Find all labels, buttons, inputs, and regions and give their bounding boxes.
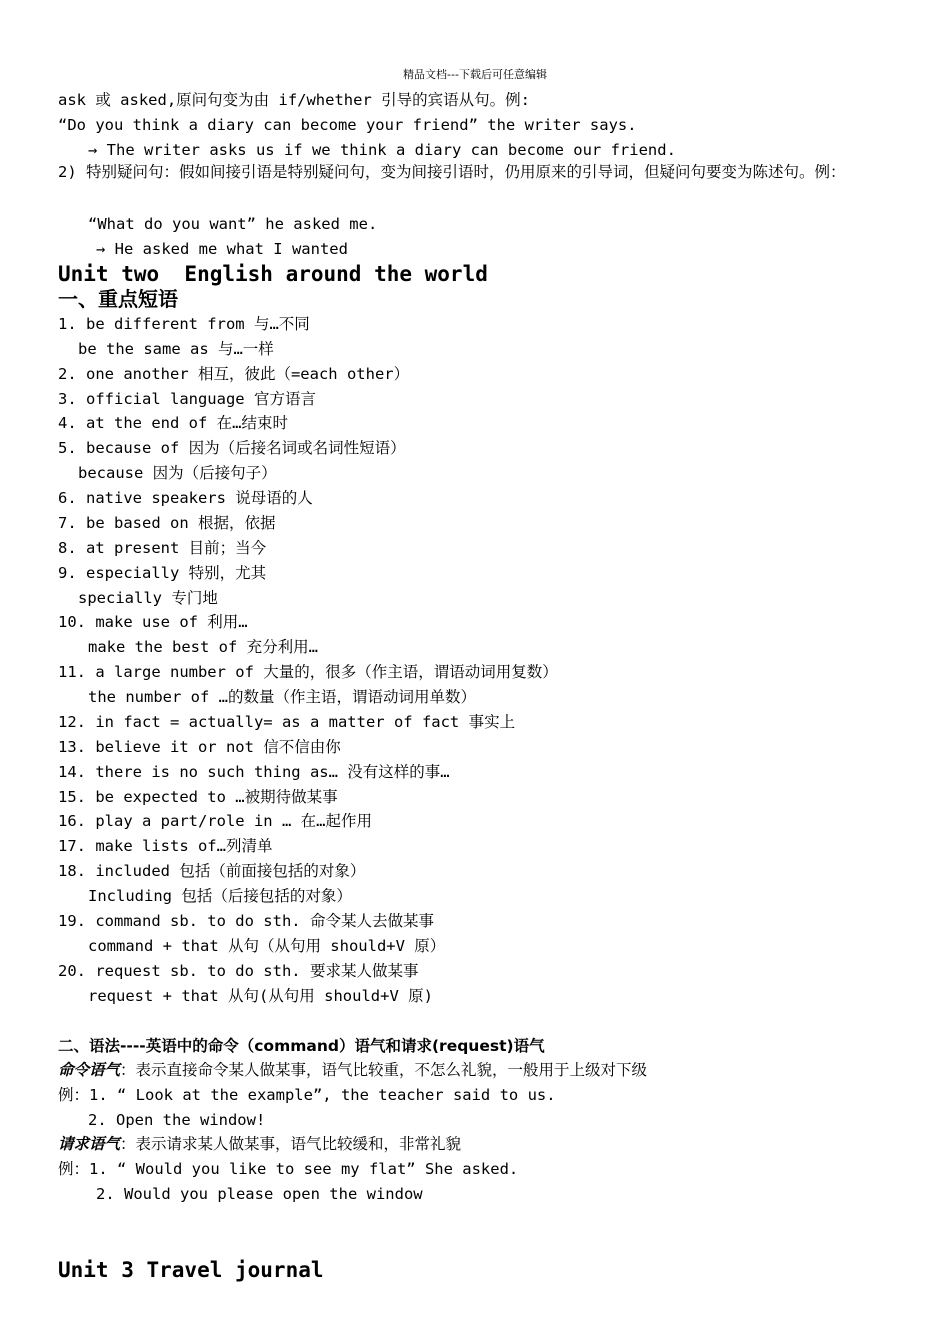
section-grammar-title: 二、语法----英语中的命令（command）语气和请求(request)语气 xyxy=(58,1037,545,1055)
phrase-item: 3. official language 官方语言 xyxy=(58,390,316,408)
command-mood-label: 命令语气 xyxy=(58,1061,121,1079)
request-mood-definition xyxy=(58,1134,461,1154)
phrase-item: 14. there is no such thing as… 没有这样的事… xyxy=(58,763,450,781)
phrase-item: 6. native speakers 说母语的人 xyxy=(58,489,313,507)
intro-special-question-rule: 2) 特别疑问句：假如间接引语是特别疑问句，变为间接引语时，仍用原来的引导词，但疑问句要变为陈述句。例： xyxy=(58,163,846,181)
phrase-item: 18. included 包括（前面接包括的对象） xyxy=(58,862,366,880)
phrase-item: 11. a large number of 大量的，很多（作主语，谓语动词用复数） xyxy=(58,663,558,681)
intro-example-converted: → The writer asks us if we think a diary can become our friend. xyxy=(88,141,676,159)
phrase-item: 13. believe it or not 信不信由你 xyxy=(58,738,341,756)
phrase-item: 8. at present 目前；当今 xyxy=(58,539,267,557)
intro-special-example-converted: → He asked me what I wanted xyxy=(96,240,348,258)
phrase-item: 12. in fact = actually= as a matter of fact 事实上 xyxy=(58,713,516,731)
phrase-item: 4. at the end of 在…结束时 xyxy=(58,414,288,432)
phrase-item: Including 包括（后接包括的对象） xyxy=(88,887,352,905)
phrase-item: because 因为（后接句子） xyxy=(78,464,277,482)
intro-line: ask 或 asked,原问句变为由 if/whether 引导的宾语从句。例: xyxy=(58,91,530,109)
phrase-item: specially 专门地 xyxy=(78,589,218,607)
phrase-item: 20. request sb. to do sth. 要求某人做某事 xyxy=(58,962,419,980)
command-example-2: 2. Open the window! xyxy=(88,1111,266,1129)
request-example-1: 例：1. “ Would you like to see my flat” She asked. xyxy=(58,1160,519,1178)
section-key-phrases-title: 一、重点短语 xyxy=(58,287,178,311)
phrase-item: 15. be expected to …被期待做某事 xyxy=(58,788,338,806)
phrase-item: be the same as 与…一样 xyxy=(78,340,274,358)
command-mood-description: ：表示直接命令某人做某事，语气比较重，不怎么礼貌，一般用于上级对下级 xyxy=(120,1061,648,1079)
command-mood-definition xyxy=(58,1060,647,1080)
intro-special-example-quote: “What do you want” he asked me. xyxy=(88,215,378,233)
page-header: 精品文档---下载后可任意编辑 xyxy=(403,68,547,81)
unit-two-title: Unit two English around the world xyxy=(58,262,488,286)
request-mood-label: 请求语气 xyxy=(58,1135,121,1153)
phrase-item: the number of …的数量（作主语，谓语动词用单数） xyxy=(88,688,476,706)
phrase-item: 19. command sb. to do sth. 命令某人去做某事 xyxy=(58,912,434,930)
phrase-item: 1. be different from 与…不同 xyxy=(58,315,310,333)
unit-three-title: Unit 3 Travel journal xyxy=(58,1258,324,1282)
phrase-item: 10. make use of 利用… xyxy=(58,613,248,631)
phrase-item: 7. be based on 根据，依据 xyxy=(58,514,276,532)
intro-example-quote: “Do you think a diary can become your friend” the writer says. xyxy=(58,116,637,134)
phrase-item: 2. one another 相互，彼此（=each other） xyxy=(58,365,410,383)
phrase-item: 16. play a part/role in … 在…起作用 xyxy=(58,812,372,830)
phrase-item: command + that 从句（从句用 should+V 原） xyxy=(88,937,446,955)
phrase-item: 9. especially 特别，尤其 xyxy=(58,564,267,582)
phrase-item: make the best of 充分利用… xyxy=(88,638,318,656)
request-example-2: 2. Would you please open the window xyxy=(96,1185,423,1203)
phrase-item: 5. because of 因为（后接名词或名词性短语） xyxy=(58,439,406,457)
phrase-item: 17. make lists of…列清单 xyxy=(58,837,273,855)
command-example-1: 例：1. “ Look at the example”, the teacher said to us. xyxy=(58,1086,556,1104)
phrase-item: request + that 从句(从句用 should+V 原) xyxy=(88,987,433,1005)
request-mood-description: ：表示请求某人做某事，语气比较缓和，非常礼貌 xyxy=(120,1135,462,1153)
